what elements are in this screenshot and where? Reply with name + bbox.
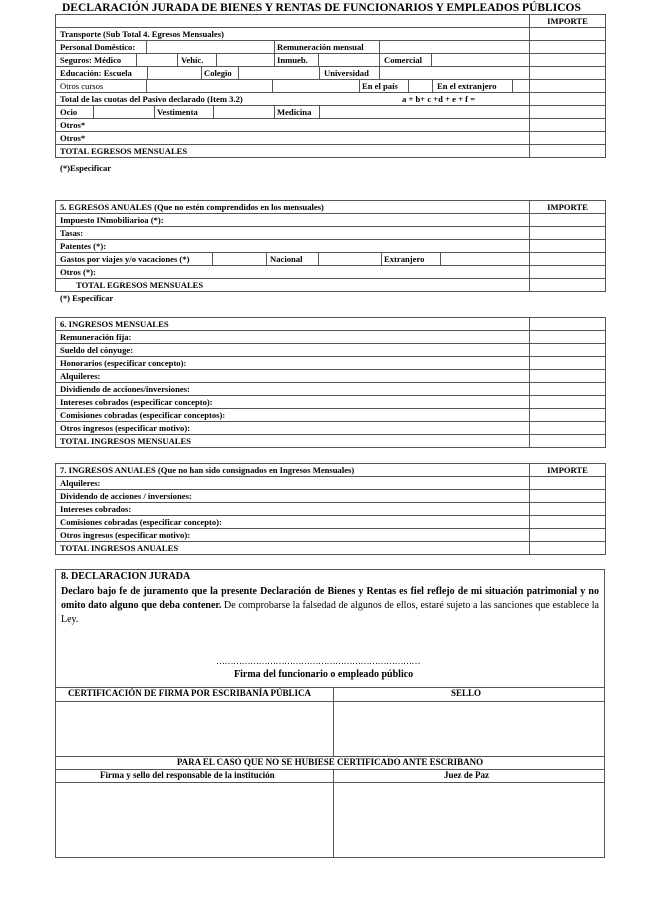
inmueb-label: Inmueb. xyxy=(277,55,308,65)
otros-cursos-amount[interactable] xyxy=(530,80,606,93)
s6-row-label: Dividiendo de acciones/inversiones: xyxy=(56,383,530,396)
firma-responsable-label: Firma y sello del responsable de la institución xyxy=(100,770,275,780)
s7-row-label: Otros ingresos (especificar motivo): xyxy=(56,529,530,542)
ocio-amount[interactable] xyxy=(530,106,606,119)
signature-line: ……………………………………………………………… xyxy=(216,656,420,666)
s6-row-amount[interactable] xyxy=(530,357,606,370)
declaration-bold: Declaro bajo fe de juramento que la presente Declaración de Bienes y Rentas es fiel reflejo de mi situación patrimonial y no omito dato alguno que deba contener. xyxy=(61,586,599,611)
declaration-text xyxy=(61,585,599,627)
importe-header: IMPORTE xyxy=(530,464,606,477)
section-6-heading: 6. INGRESOS MENSUALES xyxy=(56,318,530,331)
remuneracion-label: Remuneración mensual xyxy=(277,42,364,52)
especificar-note: (*)Especificar xyxy=(60,163,112,173)
firma-responsable-area[interactable] xyxy=(57,783,332,856)
s7-row-amount[interactable] xyxy=(530,477,606,490)
educacion-amount[interactable] xyxy=(530,67,606,80)
tasas-amount[interactable] xyxy=(530,227,606,240)
otros2-amount[interactable] xyxy=(530,132,606,145)
s6-row-label: Otros ingresos (especificar motivo): xyxy=(56,422,530,435)
impuesto-amount[interactable] xyxy=(530,214,606,227)
s7-row-label: Dividendo de acciones / inversiones: xyxy=(56,490,530,503)
section-7-table xyxy=(55,463,606,555)
nacional-label: Nacional xyxy=(270,254,303,264)
s6-row-label: Alquileres: xyxy=(56,370,530,383)
total-egresos-mensuales-label: TOTAL EGRESOS MENSUALES xyxy=(56,145,530,158)
page-title: DECLARACIÓN JURADA DE BIENES Y RENTAS DE FUNCIONARIOS Y EMPLEADOS PÚBLICOS xyxy=(62,2,581,14)
section-8-heading: 8. DECLARACION JURADA xyxy=(61,571,191,582)
section-6-table xyxy=(55,317,606,448)
total-ingresos-anuales-label: TOTAL INGRESOS ANUALES xyxy=(56,542,530,555)
certificacion-label: CERTIFICACIÓN DE FIRMA POR ESCRIBANÍA PÚBLICA xyxy=(68,688,311,698)
s7-row-label: Intereses cobrados: xyxy=(56,503,530,516)
s6-row-amount[interactable] xyxy=(530,370,606,383)
s6-row-amount[interactable] xyxy=(530,383,606,396)
universidad-label: Universidad xyxy=(324,68,369,78)
total-ingresos-anuales-amount[interactable] xyxy=(530,542,606,555)
juez-de-paz-area[interactable] xyxy=(334,783,603,856)
otros2-label: Otros* xyxy=(56,132,530,145)
otros-cursos-label: Otros cursos xyxy=(60,81,104,91)
formula-label: a + b+ c +d + e + f = xyxy=(402,94,476,104)
section-7-heading: 7. INGRESOS ANUALES (Que no han sido consignados en Ingresos Mensuales) xyxy=(56,464,530,477)
declaration-normal: De comprobarse la falsedad de algunos de ellos, estaré sujeto a las sanciones que establece la Ley. xyxy=(61,600,599,625)
s6-row-amount[interactable] xyxy=(530,422,606,435)
tasas-label: Tasas: xyxy=(56,227,530,240)
impuesto-label: Impuesto INmobiliarioa (*): xyxy=(56,214,530,227)
s6-row-label: Remuneración fija: xyxy=(56,331,530,344)
viajes-label: Gastos por viajes y/o vacaciones (*) xyxy=(60,254,190,264)
section-8-box xyxy=(55,569,605,858)
especificar-note-5: (*) Especificar xyxy=(60,293,114,303)
para-caso-label: PARA EL CASO QUE NO SE HUBIESE CERTIFICADO ANTE ESCRIBANO xyxy=(176,757,484,767)
certificacion-area[interactable] xyxy=(57,702,332,755)
s7-row-amount[interactable] xyxy=(530,516,606,529)
extranjero-label: Extranjero xyxy=(384,254,425,264)
s6-row-label: Intereses cobrados (especificar concepto): xyxy=(56,396,530,409)
s6-row-amount[interactable] xyxy=(530,331,606,344)
vestimenta-label: Vestimenta xyxy=(157,107,198,117)
s7-row-amount[interactable] xyxy=(530,503,606,516)
otros1-label: Otros* xyxy=(56,119,530,132)
sello-area[interactable] xyxy=(334,702,603,755)
section-5-heading: 5. EGRESOS ANUALES (Que no estén comprendidos en los mensuales) xyxy=(56,201,530,214)
s6-row-label: Honorarios (especificar concepto): xyxy=(56,357,530,370)
patentes-amount[interactable] xyxy=(530,240,606,253)
en-pais-label: En el país xyxy=(362,81,398,91)
s7-row-label: Comisiones cobradas (especificar concepto): xyxy=(56,516,530,529)
ocio-label: Ocio xyxy=(60,107,78,117)
importe-header: IMPORTE xyxy=(530,15,606,28)
s6-row-label: Comisiones cobradas (especificar conceptos): xyxy=(56,409,530,422)
firma-label: Firma del funcionario o empleado público xyxy=(234,669,414,680)
s7-row-amount[interactable] xyxy=(530,490,606,503)
personal-domestico-label: Personal Doméstico: xyxy=(60,42,136,52)
total-egresos-label: TOTAL EGRESOS MENSUALES xyxy=(56,279,530,292)
en-extranjero-label: En el extranjero xyxy=(437,81,497,91)
vehic-label: Vehíc. xyxy=(181,55,204,65)
seguros-label: Seguros: Médico xyxy=(60,55,122,65)
transporte-label: Transporte (Sub Total 4. Egresos Mensuales) xyxy=(56,28,530,41)
s6-row-amount[interactable] xyxy=(530,396,606,409)
colegio-label: Colegio xyxy=(204,68,232,78)
viajes-amount[interactable] xyxy=(530,253,606,266)
importe-header: IMPORTE xyxy=(530,201,606,214)
section-4-table xyxy=(55,14,606,158)
total-ingresos-mensuales-label: TOTAL INGRESOS MENSUALES xyxy=(56,435,530,448)
otros-label: Otros (*): xyxy=(56,266,530,279)
cuotas-amount[interactable] xyxy=(530,93,606,106)
seguros-amount[interactable] xyxy=(530,54,606,67)
section-5-table xyxy=(55,200,606,292)
total-egresos-mensuales-amount[interactable] xyxy=(530,145,606,158)
educacion-label: Educación: Escuela xyxy=(60,68,132,78)
s6-row-label: Sueldo del cónyuge: xyxy=(56,344,530,357)
cuotas-label: Total de las cuotas del Pasivo declarado (Item 3.2) xyxy=(60,94,243,104)
juez-de-paz-label: Juez de Paz xyxy=(444,770,489,780)
s6-row-amount[interactable] xyxy=(530,344,606,357)
patentes-label: Patentes (*): xyxy=(56,240,530,253)
personal-amount[interactable] xyxy=(530,41,606,54)
sello-label: SELLO xyxy=(451,688,482,698)
otros-amount[interactable] xyxy=(530,266,606,279)
s7-row-label: Alquileres: xyxy=(56,477,530,490)
s7-row-amount[interactable] xyxy=(530,529,606,542)
medicina-label: Medicina xyxy=(277,107,312,117)
total-ingresos-mensuales-amount[interactable] xyxy=(530,435,606,448)
otros1-amount[interactable] xyxy=(530,119,606,132)
comercial-label: Comercial xyxy=(384,55,423,65)
transporte-amount[interactable] xyxy=(530,28,606,41)
total-egresos-amount[interactable] xyxy=(530,279,606,292)
s6-row-amount[interactable] xyxy=(530,409,606,422)
